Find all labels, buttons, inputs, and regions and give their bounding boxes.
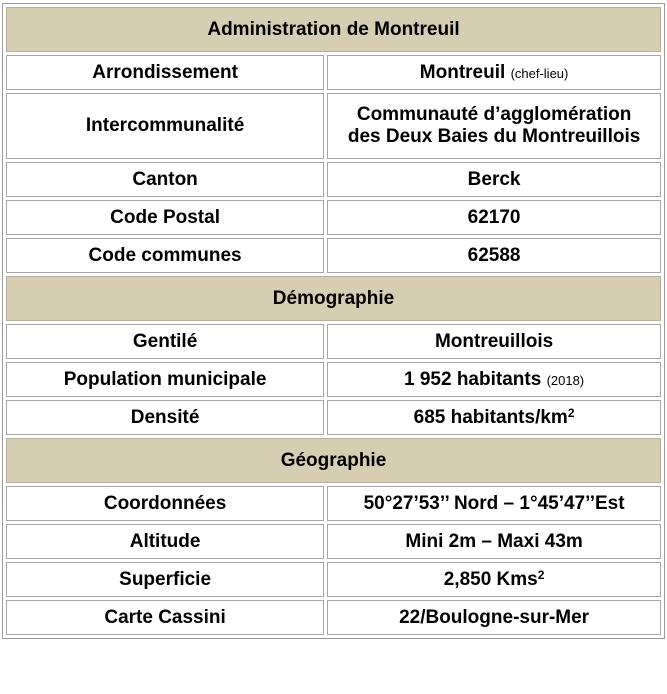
label-canton: Canton	[6, 162, 324, 197]
info-table	[2, 3, 665, 639]
value-canton: Berck	[327, 162, 661, 197]
label-carte-cassini: Carte Cassini	[6, 600, 324, 635]
value-arrondissement-note: (chef-lieu)	[510, 65, 569, 81]
label-code-communes: Code communes	[6, 238, 324, 273]
section-title-geographie: Géographie	[6, 438, 661, 483]
table-row-code-postal	[6, 200, 661, 235]
table-row-altitude	[6, 524, 661, 559]
table-row-densite	[6, 400, 661, 435]
table-row-intercommunalite	[6, 93, 661, 159]
table-row-arrondissement	[6, 55, 661, 90]
value-densite	[327, 400, 661, 435]
value-population-main: 1 952 habitants	[404, 368, 542, 390]
label-population: Population municipale	[6, 362, 324, 397]
section-title-demographie: Démographie	[6, 276, 661, 321]
value-superficie	[327, 562, 661, 597]
table-row-gentile	[6, 324, 661, 359]
value-densite-main: 685 habitants/km	[413, 406, 568, 428]
value-intercommunalite-line2: des Deux Baies du Montreuillois	[347, 126, 641, 147]
table-row-canton	[6, 162, 661, 197]
section-header-administration	[6, 7, 661, 52]
label-gentile: Gentilé	[6, 324, 324, 359]
label-intercommunalite: Intercommunalité	[6, 93, 324, 159]
section-header-geographie	[6, 438, 661, 483]
value-carte-cassini: 22/Boulogne-sur-Mer	[327, 600, 661, 635]
table-row-coordonnees	[6, 486, 661, 521]
value-gentile: Montreuillois	[327, 324, 661, 359]
value-population	[327, 362, 661, 397]
label-altitude: Altitude	[6, 524, 324, 559]
value-code-postal: 62170	[327, 200, 661, 235]
label-superficie: Superficie	[6, 562, 324, 597]
section-header-demographie	[6, 276, 661, 321]
value-coordonnees: 50°27’53’’ Nord – 1°45’47’’Est	[327, 486, 661, 521]
table-row-population	[6, 362, 661, 397]
section-title-administration: Administration de Montreuil	[6, 7, 661, 52]
value-code-communes: 62588	[327, 238, 661, 273]
value-intercommunalite	[327, 93, 661, 159]
table-row-superficie	[6, 562, 661, 597]
value-population-note: (2018)	[546, 372, 585, 388]
table-row-carte-cassini	[6, 600, 661, 635]
value-arrondissement	[327, 55, 661, 90]
label-coordonnees: Coordonnées	[6, 486, 324, 521]
value-superficie-main: 2,850 Kms	[443, 568, 538, 590]
value-altitude: Mini 2m – Maxi 43m	[327, 524, 661, 559]
label-code-postal: Code Postal	[6, 200, 324, 235]
label-densite: Densité	[6, 400, 324, 435]
value-arrondissement-main: Montreuil	[419, 61, 506, 83]
table-row-code-communes	[6, 238, 661, 273]
value-intercommunalite-line1: Communauté d’agglomération	[356, 104, 632, 125]
value-densite-sup: 2	[567, 405, 575, 420]
value-superficie-sup: 2	[537, 567, 545, 582]
label-arrondissement: Arrondissement	[6, 55, 324, 90]
